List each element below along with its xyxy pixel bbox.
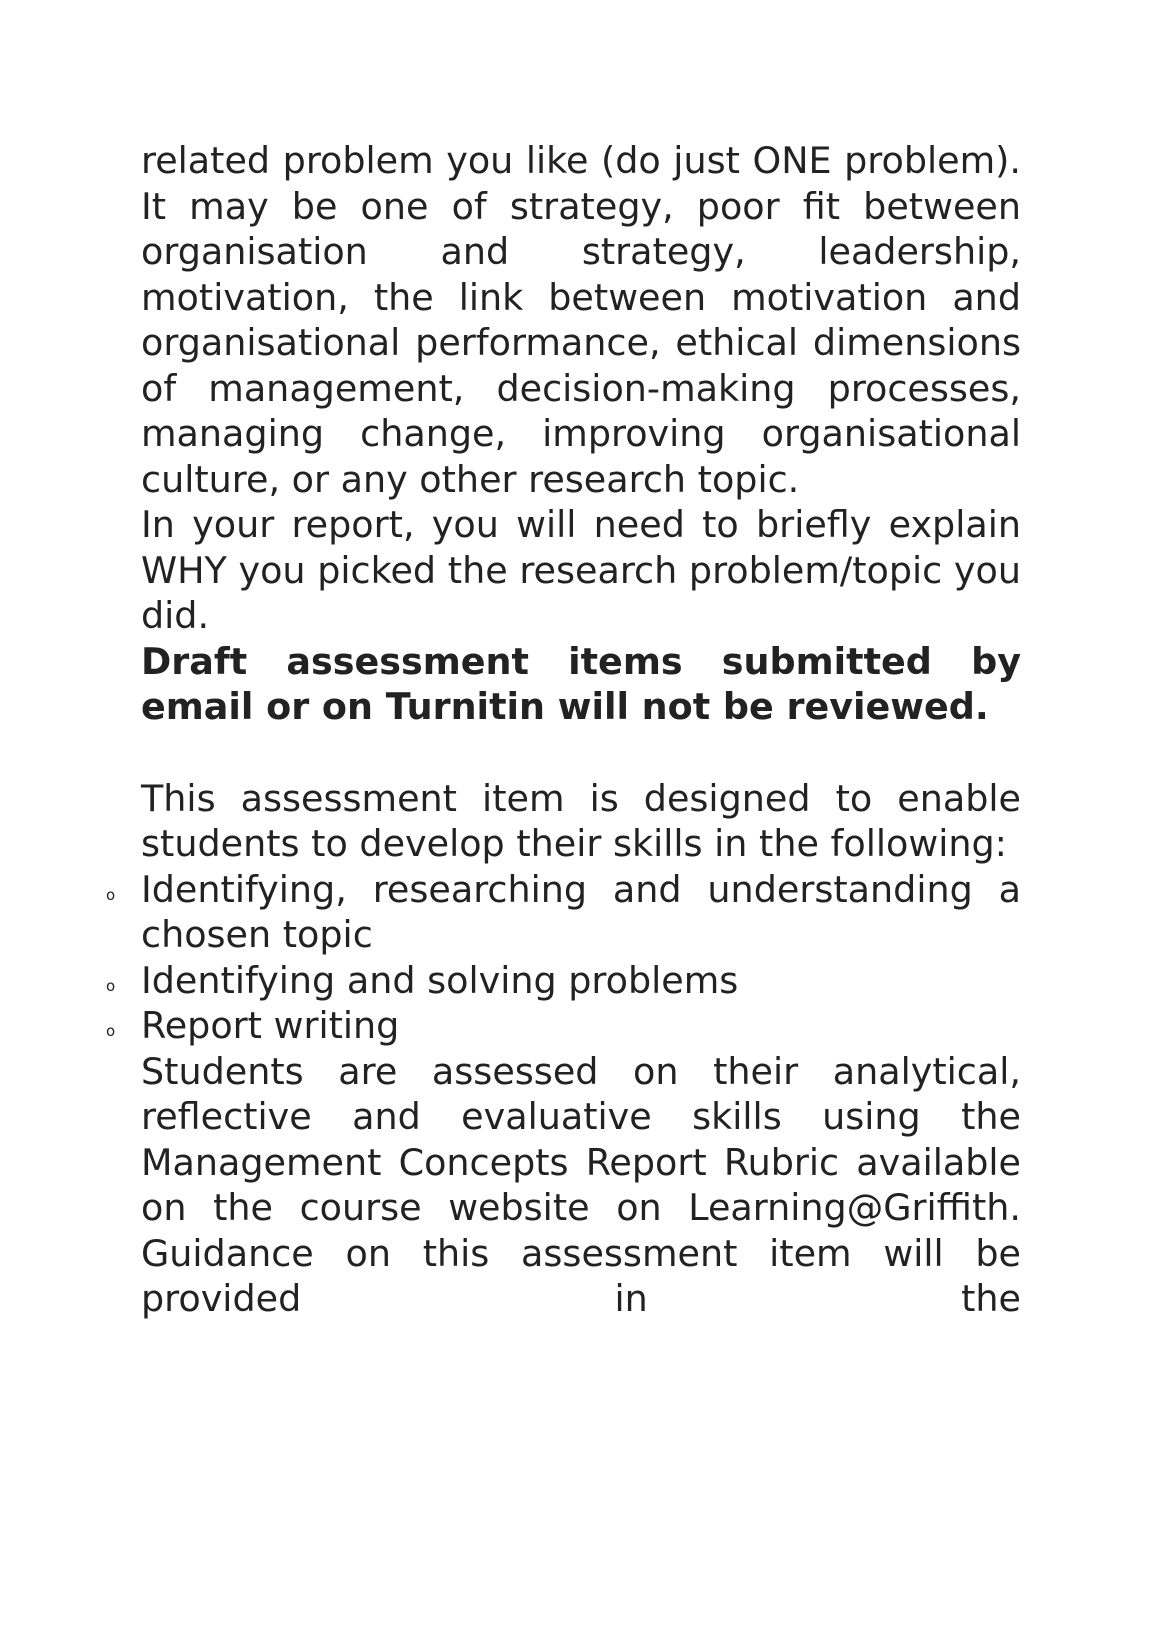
list-item-text: Report writing	[141, 1004, 400, 1047]
report-why-paragraph: In your report, you will need to briefly explain WHY you picked the research problem/topic you did.	[141, 503, 1021, 637]
list-item	[106, 1003, 1021, 1049]
bullet-icon: o	[106, 976, 116, 995]
skills-intro-paragraph: This assessment item is designed to enable students to develop their skills in the following:	[141, 776, 1021, 865]
list-item-text: Identifying and solving problems	[141, 958, 739, 1002]
document-page	[106, 138, 1021, 1322]
research-topic-paragraph: related problem you like (do just ONE problem). It may be one of strategy, poor fit between organisation and strategy, leadership, motivation, the link between motivation and organisational performance, ethical dimensions of management, decision-making processes, managing change, improving organisational culture, or any other research topic.	[141, 139, 1021, 501]
list-item	[106, 958, 1021, 1004]
bullet-icon: o	[106, 1022, 116, 1040]
paragraph-spacer	[141, 730, 1021, 776]
list-item	[106, 867, 1021, 958]
bullet-icon: o	[106, 885, 116, 904]
assessment-closing-paragraph: Students are assessed on their analytical, reflective and evaluative skills using the Management Concepts Report Rubric available on the course website on Learning@Griffith. Guidance on this assessment item will be provided in the	[141, 1049, 1021, 1320]
skills-list	[106, 867, 1021, 1049]
draft-notice: Draft assessment items submitted by email or on Turnitin will not be reviewed.	[141, 639, 1021, 728]
list-item-text: Identifying, researching and understanding a chosen topic	[141, 867, 1021, 956]
